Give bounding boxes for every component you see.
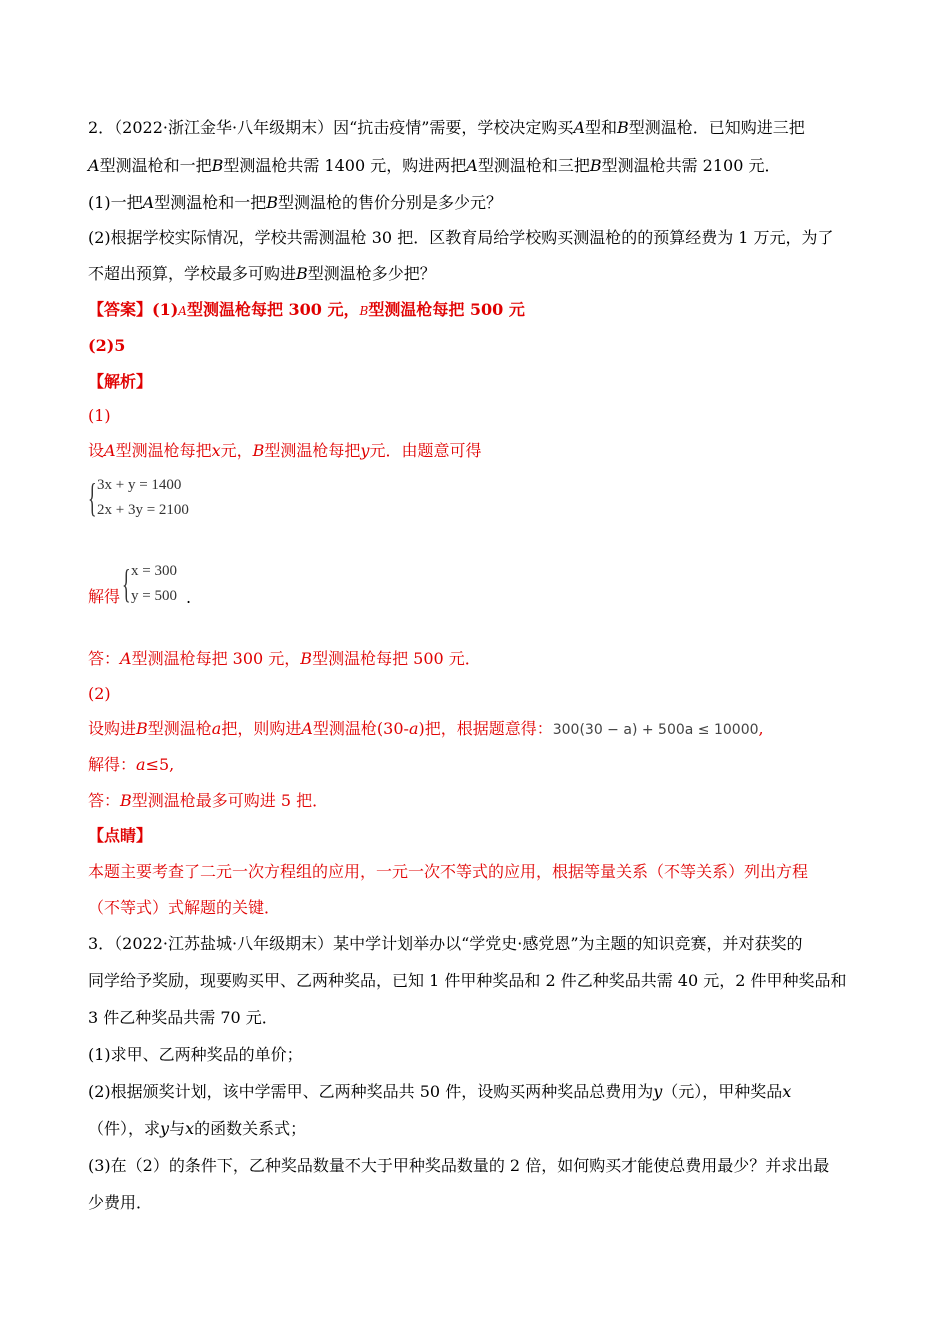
q2-part2-line1: (2)根据学校实际情况，学校共需测温枪 30 把．区教育局给学校购买测温枪的的预算经费为 1 万元，为了 <box>88 228 834 247</box>
solution-y: y = 500 <box>131 588 177 604</box>
q3-stem-line2: 同学给予奖励，现要购买甲、乙两种奖品，已知 1 件甲种奖品和 2 件乙种奖品共需 40 元，2 件甲种奖品和 <box>88 971 847 990</box>
q3-stem-line1: 3．（2022·江苏盐城·八年级期末）某中学计划举办以“学党史·感党恩”为主题的知识竞赛，并对获奖的 <box>88 934 803 953</box>
q2-stem-line2: A型测温枪和一把B型测温枪共需 1400 元，购进两把A型测温枪和三把B型测温枪共需 2100 元． <box>88 156 781 175</box>
q2-comment-line1: 本题主要考查了二元一次方程组的应用，一元一次不等式的应用，根据等量关系（不等关系）列出方程 <box>88 862 809 881</box>
q2-answer: 【答案】(1)A型测温枪每把 300 元，B型测温枪每把 500 元 <box>88 300 525 319</box>
solution-system: { x = 300 y = 500 <box>122 561 177 606</box>
q3-part3-line2: 少费用． <box>88 1193 153 1212</box>
equation-system: { 3x + y = 1400 2x + 3y = 2100 <box>88 475 189 520</box>
equation-1: 3x + y = 1400 <box>97 477 182 493</box>
q3-part3-line1: (3)在（2）的条件下，乙种奖品数量不大于甲种奖品数量的 2 倍，如何购买才能使总费用最少？并求出最 <box>88 1156 830 1175</box>
solution-period: . <box>186 588 192 607</box>
q2-solve-2: 解得：a≤5, <box>88 755 175 774</box>
solution-x: x = 300 <box>131 563 177 579</box>
q2-stem-line1: 2．（2022·浙江金华·八年级期末）因“抗击疫情”需要，学校决定购买A型和B型测温枪．已知购进三把 <box>88 118 805 137</box>
q2-setup-2: 设购进B型测温枪a把，则购进A型测温枪(30-a)把，根据题意得：300(30 − a) + 500a ≤ 10000, <box>88 719 764 738</box>
q2-part1: (1)一把A型测温枪和一把B型测温枪的售价分别是多少元？ <box>88 193 503 212</box>
solution-label: 解得 <box>88 587 121 606</box>
q3-part2-line1: (2)根据颁奖计划，该中学需甲、乙两种奖品共 50 件，设购买两种奖品总费用为y（元），甲种奖品x <box>88 1082 792 1101</box>
q2-part2-line2: 不超出预算，学校最多可购进B型测温枪多少把？ <box>88 264 436 283</box>
q2-answer-2: (2)5 <box>88 336 126 355</box>
q3-stem-line3: 3 件乙种奖品共需 70 元． <box>88 1008 278 1027</box>
q3-part1: (1)求甲、乙两种奖品的单价； <box>88 1045 303 1064</box>
q2-setup: 设A型测温枪每把x元，B型测温枪每把y元．由题意可得 <box>88 441 482 460</box>
q2-comment-line2: （不等式）式解题的关键． <box>88 898 281 917</box>
q2-answer-statement-1: 答：A型测温枪每把 300 元，B型测温枪每把 500 元． <box>88 649 481 668</box>
q2-analysis-2: (2) <box>88 684 111 703</box>
q2-answer-statement-2: 答：B型测温枪最多可购进 5 把． <box>88 791 329 810</box>
q2-analysis-1: (1) <box>88 406 111 425</box>
q2-comment-label: 【点睛】 <box>88 826 153 845</box>
inequality: 300(30 − a) + 500a ≤ 10000 <box>552 722 759 738</box>
q3-part2-line2: （件），求y与x的函数关系式； <box>88 1119 307 1138</box>
q2-analysis-label: 【解析】 <box>88 372 153 391</box>
equation-2: 2x + 3y = 2100 <box>97 502 189 518</box>
